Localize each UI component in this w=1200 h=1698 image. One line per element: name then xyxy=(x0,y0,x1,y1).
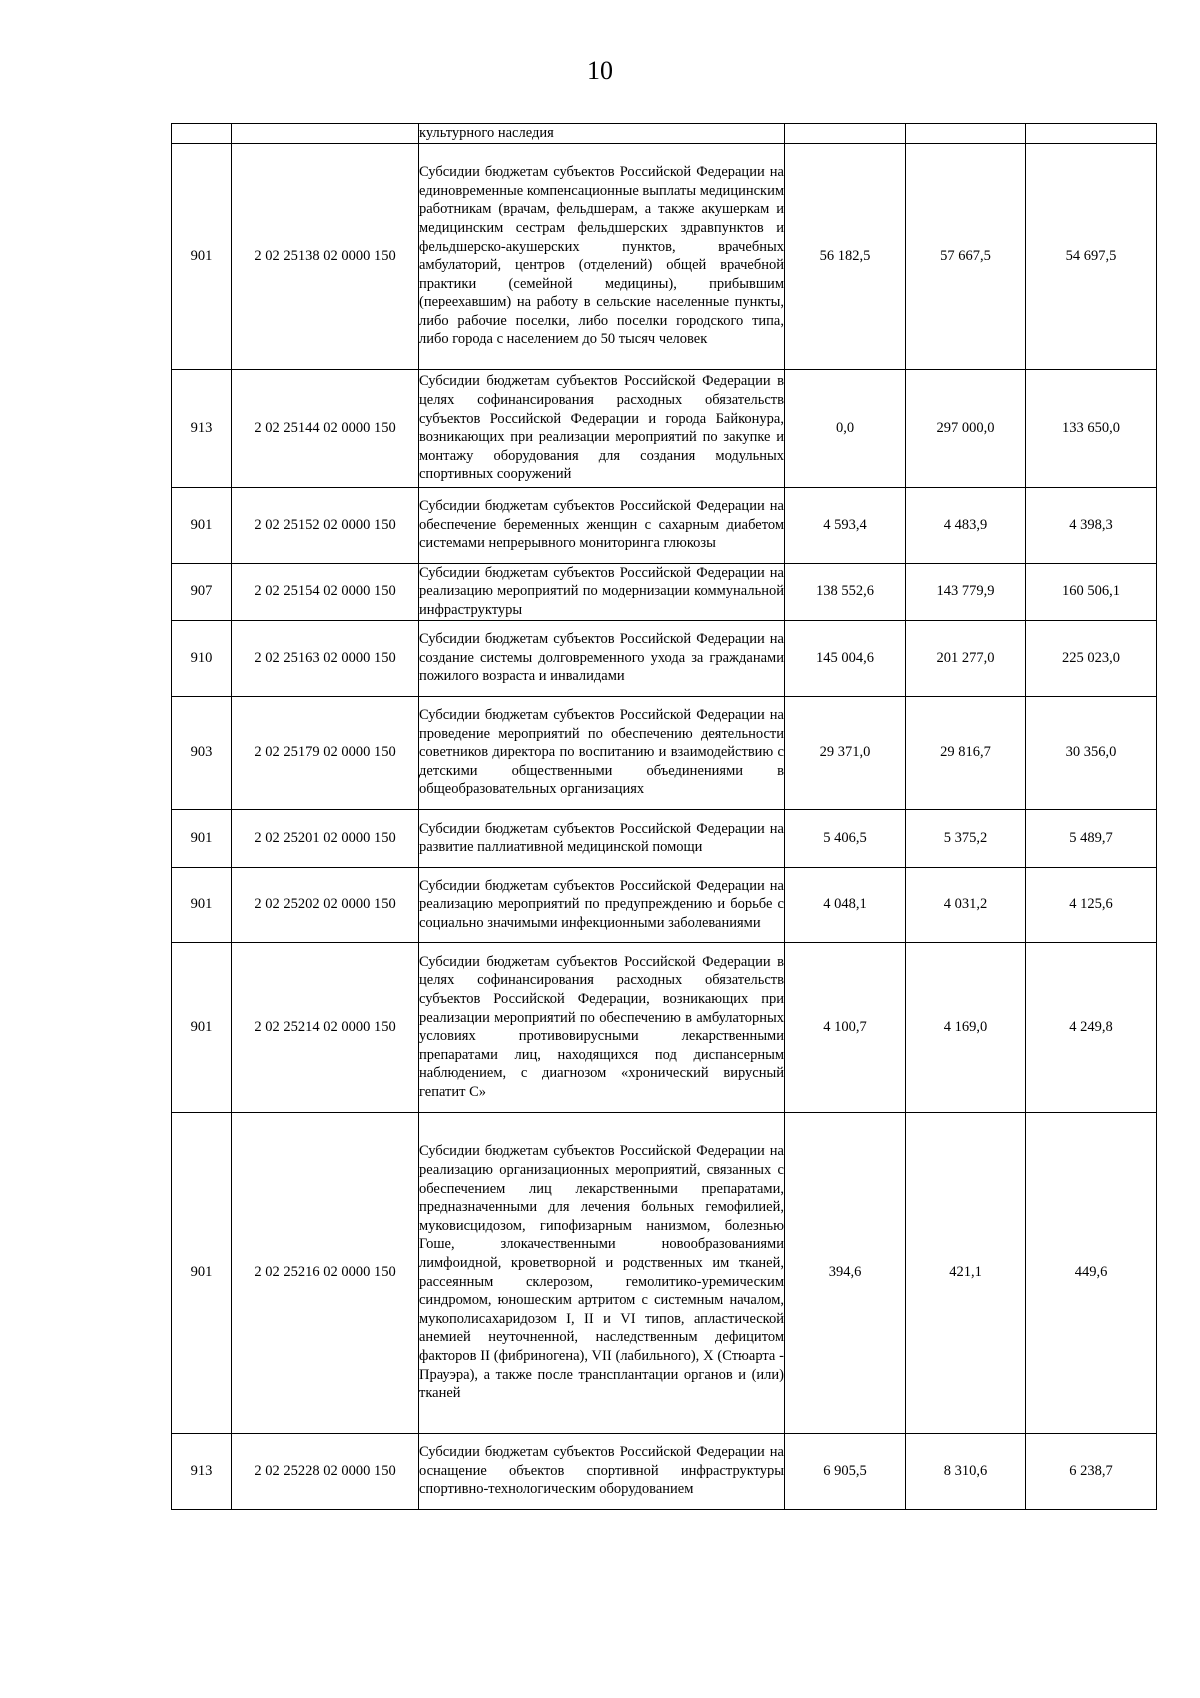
value-cell-2: 297 000,0 xyxy=(906,369,1026,487)
value-cell-1: 145 004,6 xyxy=(785,620,906,696)
admin-code-cell: 901 xyxy=(172,942,232,1112)
description-cell: Субсидии бюджетам субъектов Российской Федерации на проведение мероприятий по обеспечению деятельности советников директора по воспитанию и взаимодействию с детскими общественными объединениями в общеобразовательных организациях xyxy=(419,696,785,809)
value-cell-3: 133 650,0 xyxy=(1026,369,1157,487)
table-row xyxy=(172,143,1157,369)
value-cell-1: 4 593,4 xyxy=(785,487,906,563)
description-cell: Субсидии бюджетам субъектов Российской Федерации на развитие паллиативной медицинской помощи xyxy=(419,809,785,867)
budget-code-cell xyxy=(232,124,419,144)
admin-code-cell: 901 xyxy=(172,487,232,563)
value-cell-3: 6 238,7 xyxy=(1026,1433,1157,1509)
value-cell-3: 449,6 xyxy=(1026,1112,1157,1433)
table-row xyxy=(172,1433,1157,1509)
budget-code-cell: 2 02 25228 02 0000 150 xyxy=(232,1433,419,1509)
value-cell-1: 5 406,5 xyxy=(785,809,906,867)
table-row xyxy=(172,487,1157,563)
budget-code-cell: 2 02 25179 02 0000 150 xyxy=(232,696,419,809)
value-cell-2: 29 816,7 xyxy=(906,696,1026,809)
value-cell-2: 201 277,0 xyxy=(906,620,1026,696)
value-cell-3: 30 356,0 xyxy=(1026,696,1157,809)
value-cell-1: 138 552,6 xyxy=(785,563,906,620)
budget-code-cell: 2 02 25152 02 0000 150 xyxy=(232,487,419,563)
value-cell-1: 4 100,7 xyxy=(785,942,906,1112)
value-cell-1: 6 905,5 xyxy=(785,1433,906,1509)
value-cell-3: 160 506,1 xyxy=(1026,563,1157,620)
value-cell-3: 4 398,3 xyxy=(1026,487,1157,563)
budget-code-cell: 2 02 25202 02 0000 150 xyxy=(232,867,419,942)
table-row xyxy=(172,620,1157,696)
table-row xyxy=(172,563,1157,620)
value-cell-3: 4 125,6 xyxy=(1026,867,1157,942)
budget-code-cell: 2 02 25154 02 0000 150 xyxy=(232,563,419,620)
description-cell: культурного наследия xyxy=(419,124,785,144)
value-cell-3: 225 023,0 xyxy=(1026,620,1157,696)
table-row xyxy=(172,696,1157,809)
value-cell-2: 8 310,6 xyxy=(906,1433,1026,1509)
description-cell: Субсидии бюджетам субъектов Российской Федерации в целях софинансирования расходных обязательств субъектов Российской Федерации и города Байконура, возникающих при реализации мероприятий по закупке и монтажу оборудования для создания модульных спортивных сооружений xyxy=(419,369,785,487)
description-cell: Субсидии бюджетам субъектов Российской Федерации на оснащение объектов спортивной инфраструктуры спортивно-технологическим оборудованием xyxy=(419,1433,785,1509)
budget-code-cell: 2 02 25216 02 0000 150 xyxy=(232,1112,419,1433)
admin-code-cell: 907 xyxy=(172,563,232,620)
admin-code-cell: 901 xyxy=(172,867,232,942)
value-cell-2: 143 779,9 xyxy=(906,563,1026,620)
value-cell-2: 4 169,0 xyxy=(906,942,1026,1112)
budget-code-cell: 2 02 25144 02 0000 150 xyxy=(232,369,419,487)
revenue-table xyxy=(171,123,1157,1510)
table-row xyxy=(172,942,1157,1112)
value-cell-1: 56 182,5 xyxy=(785,143,906,369)
description-cell: Субсидии бюджетам субъектов Российской Федерации на создание системы долговременного ухода за гражданами пожилого возраста и инвалидами xyxy=(419,620,785,696)
description-cell: Субсидии бюджетам субъектов Российской Федерации на реализацию организационных мероприятий, связанных с обеспечением лиц лекарственными препаратами, предназначенными для лечения больных гемофилией, муковисцидозом, гипофизарным нанизмом, болезнью Гоше, злокачественными новообразованиями лимфоидной, кроветворной и родственных им тканей, рассеянным склерозом, гемолитико-уремическим синдромом, юношеским артритом с системным началом, мукополисахаридозом I, II и VI типов, апластической анемией неуточненной, наследственным дефицитом факторов II (фибриногена), VII (лабильного), X (Стюарта - Прауэра), а также после трансплантации органов и (или) тканей xyxy=(419,1112,785,1433)
value-cell-2: 5 375,2 xyxy=(906,809,1026,867)
table-row xyxy=(172,809,1157,867)
budget-code-cell: 2 02 25214 02 0000 150 xyxy=(232,942,419,1112)
table-row xyxy=(172,369,1157,487)
value-cell-1: 29 371,0 xyxy=(785,696,906,809)
value-cell-2: 4 483,9 xyxy=(906,487,1026,563)
value-cell-3: 5 489,7 xyxy=(1026,809,1157,867)
value-cell-2: 421,1 xyxy=(906,1112,1026,1433)
admin-code-cell: 913 xyxy=(172,1433,232,1509)
description-cell: Субсидии бюджетам субъектов Российской Федерации на единовременные компенсационные выплаты медицинским работникам (врачам, фельдшерам, а также акушеркам и медицинским сестрам фельдшерских здравпунктов и фельдшерско-акушерских пунктов, врачебных амбулаторий, центров (отделений) общей врачебной практики (семейной медицины), прибывшим (переехавшим) на работу в сельские населенные пункты, либо рабочие поселки, либо поселки городского типа, либо города с населением до 50 тысяч человек xyxy=(419,143,785,369)
page-number: 10 xyxy=(587,56,613,85)
budget-code-cell: 2 02 25138 02 0000 150 xyxy=(232,143,419,369)
value-cell-3: 54 697,5 xyxy=(1026,143,1157,369)
budget-code-cell: 2 02 25163 02 0000 150 xyxy=(232,620,419,696)
table-row xyxy=(172,1112,1157,1433)
value-cell-1: 394,6 xyxy=(785,1112,906,1433)
admin-code-cell: 910 xyxy=(172,620,232,696)
value-cell-3 xyxy=(1026,124,1157,144)
description-cell: Субсидии бюджетам субъектов Российской Федерации на обеспечение беременных женщин с сахарным диабетом системами непрерывного мониторинга глюкозы xyxy=(419,487,785,563)
value-cell-3: 4 249,8 xyxy=(1026,942,1157,1112)
admin-code-cell: 901 xyxy=(172,809,232,867)
value-cell-2: 4 031,2 xyxy=(906,867,1026,942)
admin-code-cell xyxy=(172,124,232,144)
description-cell: Субсидии бюджетам субъектов Российской Федерации на реализацию мероприятий по модернизации коммунальной инфраструктуры xyxy=(419,563,785,620)
admin-code-cell: 901 xyxy=(172,143,232,369)
admin-code-cell: 913 xyxy=(172,369,232,487)
description-cell: Субсидии бюджетам субъектов Российской Федерации на реализацию мероприятий по предупреждению и борьбе с социально значимыми инфекционными заболеваниями xyxy=(419,867,785,942)
budget-code-cell: 2 02 25201 02 0000 150 xyxy=(232,809,419,867)
value-cell-1: 0,0 xyxy=(785,369,906,487)
value-cell-1: 4 048,1 xyxy=(785,867,906,942)
value-cell-2 xyxy=(906,124,1026,144)
value-cell-2: 57 667,5 xyxy=(906,143,1026,369)
table-row xyxy=(172,867,1157,942)
description-cell: Субсидии бюджетам субъектов Российской Федерации в целях софинансирования расходных обязательств субъектов Российской Федерации, возникающих при реализации мероприятий по обеспечению в амбулаторных условиях противовирусными лекарственными препаратами лиц, находящихся под диспансерным наблюдением, с диагнозом «хронический вирусный гепатит С» xyxy=(419,942,785,1112)
value-cell-1 xyxy=(785,124,906,144)
admin-code-cell: 901 xyxy=(172,1112,232,1433)
table-row xyxy=(172,124,1157,144)
admin-code-cell: 903 xyxy=(172,696,232,809)
